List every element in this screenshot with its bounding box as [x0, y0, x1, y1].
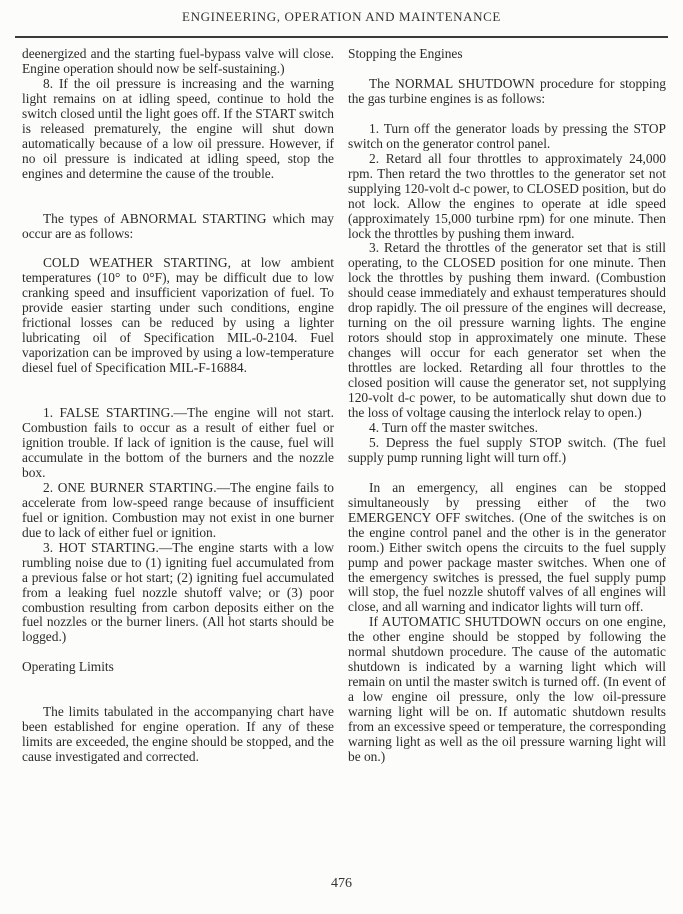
section-heading-stopping-engines: Stopping the Engines [348, 46, 463, 61]
section-heading-operating-limits: Operating Limits [22, 659, 114, 675]
paragraph-step-8: 8. If the oil pressure is increasing and the warning light remains on at idling speed, continue to hold the switch closed until the light goes off. If the START switch is released prematurely, the engine will shut down automatically because of a low oil pressure. However, if no oil pressure is indicated at idling speed, stop the engines and determine the cause of the trouble. [22, 75, 334, 181]
paragraph-step-5: 5. Depress the fuel supply STOP switch. (The fuel supply pump running light will turn off.) [348, 434, 666, 465]
paragraph-one-burner: 2. ONE BURNER STARTING.—The engine fails to accelerate from low-speed range because of insufficient fuel or ignition. Combustion may not exist in one burner due to lack of either fuel or ignition. [22, 479, 334, 540]
paragraph-continued: deenergized and the starting fuel-bypass valve will close. Engine operation should now be self-sustaining.) [22, 46, 334, 76]
right-column [348, 47, 666, 765]
paragraph-emergency: In an emergency, all engines can be stopped simultaneously by pressing either of the two EMERGENCY OFF switches. (One of the switches is on the engine control panel and the other is in the generator room.) Either switch opens the circuits to the fuel supply pump and power package master switches. When one of the emergency switches is pressed, the fuel supply pump will stop, the fuel nozzle shutoff valves of all engines will close, and all warning and indicator lights will turn off. [348, 479, 666, 615]
paragraph-step-3: 3. Retard the throttles of the generator set that is still operating, to the CLOSED position for one minute. Then lock the throttles by pushing them inward. (Combustion should cease immediately and exhaust temperatures should drop rapidly. The oil pressure of the engines will decrease, turning on the oil pressure warning lights. The engine rotors should stop in approximately one minute. These changes will occur for each generator set when the throttles are locked. Retarding all four throttles to the closed position will cause the generator set, not supplying 120-volt d-c power, to be automatically shut down due to the loss of voltage causing the interlock relay to open.) [348, 240, 666, 420]
paragraph-limits: The limits tabulated in the accompanying chart have been established for engine operation. If any of these limits are exceeded, the engine should be stopped, and the cause investigated and corrected. [22, 704, 334, 765]
paragraph-normal-shutdown-intro: The NORMAL SHUTDOWN procedure for stopping the gas turbine engines is as follows: [348, 75, 666, 106]
paragraph-cold-weather: COLD WEATHER STARTING, at low ambient temperatures (10° to 0°F), may be difficult due to low cranking speed and insufficient vaporization of fuel. To provide easier starting under such conditions, engine frictional losses can be reduced by using a lighter lubricating oil of Specification MIL-0-2104. Fuel vaporization can be improved by using a low-temperature diesel fuel of Specification MIL-F-16884. [22, 255, 334, 376]
header-rule [15, 36, 668, 38]
paragraph-abnormal-intro: The types of ABNORMAL STARTING which may occur are as follows: [22, 210, 334, 241]
left-column [22, 47, 334, 765]
page-number: 476 [331, 876, 352, 891]
paragraph-step-4: 4. Turn off the master switches. [369, 419, 538, 435]
paragraph-false-starting: 1. FALSE STARTING.—The engine will not start. Combustion fails to occur as a result of either fuel or ignition trouble. If lack of ignition is the cause, fuel will accumulate in the bottom of the burners and the nozzle box. [22, 405, 334, 480]
paragraph-hot-starting: 3. HOT STARTING.—The engine starts with a low rumbling noise due to (1) igniting fuel accumulated from a previous false or hot start; (2) igniting fuel accumulated from a leaking fuel nozzle shutoff valve; or (3) poor combustion resulting from carbon deposits either on the fuel nozzles or the burner liners. (All hot starts should be logged.) [22, 539, 334, 645]
paragraph-step-1: 1. Turn off the generator loads by pressing the STOP switch on the generator control panel. [348, 120, 666, 151]
running-head: ENGINEERING, OPERATION AND MAINTENANCE [182, 9, 501, 24]
paragraph-automatic-shutdown: If AUTOMATIC SHUTDOWN occurs on one engine, the other engine should be stopped by following the normal shutdown procedure. The cause of the automatic shutdown is indicated by a warning light which will remain on until the master switch is turned off. (In event of a low engine oil pressure, only the low oil-pressure warning light will be on. If automatic shutdown results from an excessive speed or temperature, the corresponding warning light as well as the oil pressure warning light will be on.) [348, 614, 666, 764]
paragraph-step-2: 2. Retard all four throttles to approximately 24,000 rpm. Then retard the two throttles to the generator set not supplying 120-volt d-c power, to CLOSED position, but do not lock. Allow the engines to operate at idle speed (approximately 15,000 turbine rpm) for one minute. Then lock the throttles by pushing them inward. [348, 150, 666, 241]
